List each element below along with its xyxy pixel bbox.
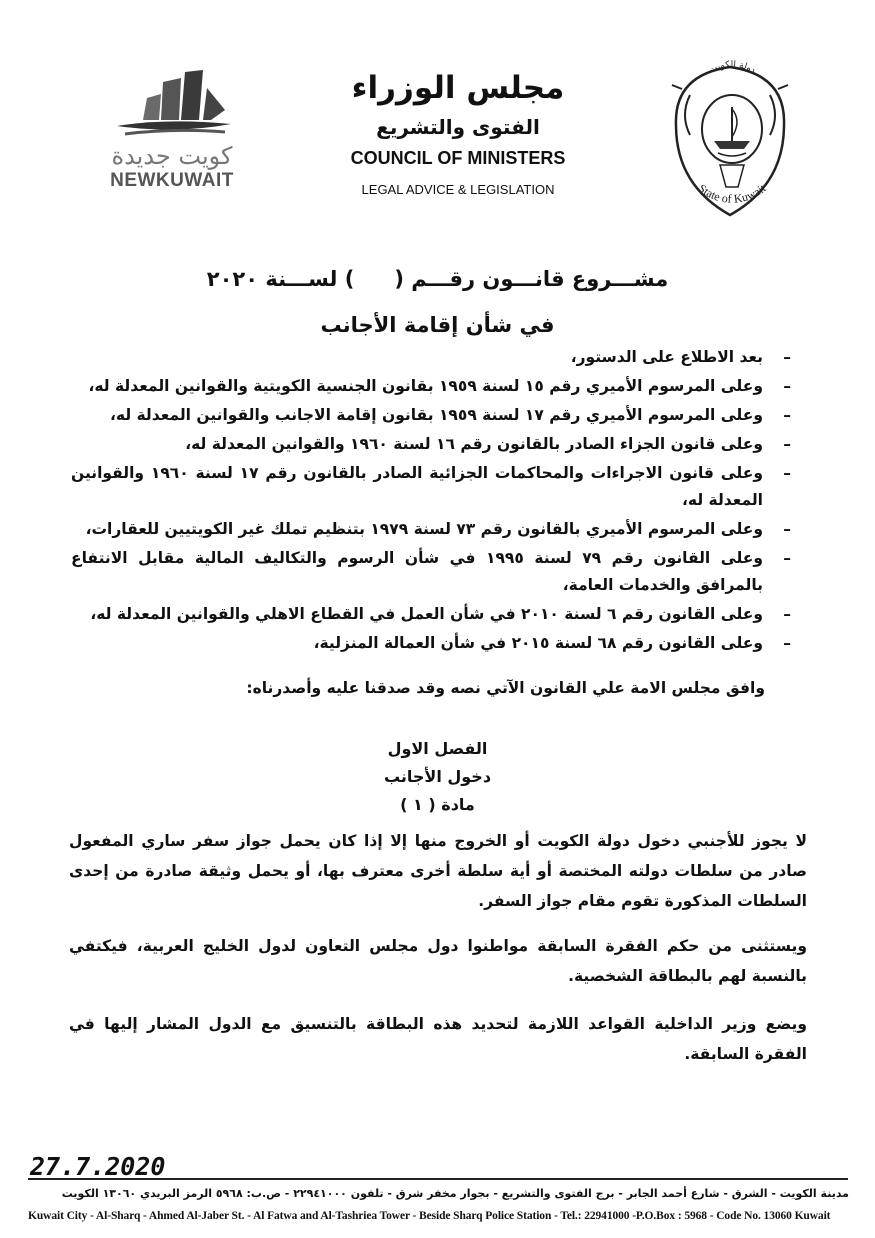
footer-address-arabic: مدينة الكويت - الشرق - شارع أحمد الجابر - برج الفتوى والتشريع - بجوار مخفر شرق - تلفون ٢٢٩٤١٠٠٠ - ص.ب: ٥٩٦٨ الرمز البريدي ١٣٠٦٠ الكويت: [61, 1187, 849, 1200]
bill-title-line-1: [0, 262, 875, 296]
recital-item: – وعلى قانون الجزاء الصادر بالقانون رقم ١٦ لسنة ١٩٦٠ والقوانين المعدلة له،: [71, 431, 791, 458]
recital-item: – وعلى المرسوم الأميري بالقانون رقم ٧٣ لسنة ١٩٧٩ بتنظيم تملك غير الكويتيين للعقارات،: [71, 516, 791, 543]
recital-item: – وعلى المرسوم الأميري رقم ١٥ لسنة ١٩٥٩ بقانون الجنسية الكويتية والقوانين المعدلة له،: [71, 373, 791, 400]
recitals-list: [71, 344, 791, 659]
svg-text:State of Kuwait: [696, 181, 769, 206]
svg-text:دولة الكويت: [707, 60, 757, 76]
recital-item: – وعلى القانون رقم ٦٨ لسنة ٢٠١٥ في شأن العمالة المنزلية،: [71, 630, 791, 657]
recital-item: – وعلى القانون رقم ٧٩ لسنة ١٩٩٥ في شأن الرسوم والتكاليف المالية مقابل الانتفاع بالمرافق والخدمات العامة،: [71, 545, 791, 599]
dhow-sail-icon: [107, 68, 237, 140]
chapter-heading: [0, 735, 875, 819]
chapter-title: الفصل الاول: [387, 739, 488, 758]
bill-title-year: ) لســـنة ٢٠٢٠: [206, 267, 355, 291]
council-title-english: COUNCIL OF MINISTERS: [350, 148, 566, 168]
kuwait-emblem-icon: [660, 55, 800, 230]
council-title-arabic: مجلس الوزراء: [351, 70, 565, 106]
department-title-arabic: الفتوى والتشريع: [376, 115, 540, 139]
footer-divider: [28, 1178, 848, 1180]
letterhead-title: [318, 68, 598, 200]
bill-title: [0, 262, 875, 342]
chapter-subtitle: دخول الأجانب: [383, 767, 492, 786]
bill-title-prefix: مشـــروع قانـــون رقـــم (: [394, 267, 669, 291]
emblem-english-text: State of Kuwait: [695, 181, 769, 206]
department-title-english: LEGAL ADVICE & LEGISLATION: [361, 182, 555, 197]
article-paragraph: ويضع وزير الداخلية القواعد اللازمة لتحديد هذه البطاقة بالتنسيق مع الدول المشار إليها في الفقرة السابقة.: [69, 1015, 807, 1063]
emblem-arabic-text: دولة الكويت: [707, 59, 757, 76]
logo-english-text: NEWKUWAIT: [110, 170, 234, 191]
recital-item: – وعلى القانون رقم ٦ لسنة ٢٠١٠ في شأن العمل في القطاع الاهلي والقوانين المعدلة له،: [71, 601, 791, 628]
bill-title-line-2: في شأن إقامة الأجانب: [320, 313, 555, 337]
approval-statement: وافق مجلس الامة علي القانون الآتي نصه وقد صدقنا عليه وأصدرناه:: [246, 679, 765, 697]
recital-item: – بعد الاطلاع على الدستور،: [71, 344, 791, 371]
recital-item: – وعلى قانون الاجراءات والمحاكمات الجزائية الصادر بالقانون رقم ١٧ لسنة ١٩٦٠ والقوانين المعدلة له،: [71, 460, 791, 514]
recital-item: – وعلى المرسوم الأميري رقم ١٧ لسنة ١٩٥٩ بقانون إقامة الاجانب والقوانين المعدلة له،: [71, 402, 791, 429]
article-number: مادة ( ١ ): [400, 795, 475, 814]
logo-arabic-text: كويت جديدة: [111, 142, 233, 170]
article-paragraph: ويستثنى من حكم الفقرة السابقة مواطنوا دول مجلس التعاون لدول الخليج العربية، فيكتفي بالنسبة لهم بالبطاقة الشخصية.: [69, 937, 807, 985]
handwritten-date: 27.7.2020: [30, 1152, 166, 1181]
new-kuwait-logo: [92, 68, 252, 192]
article-paragraph: لا يجوز للأجنبي دخول دولة الكويت أو الخروج منها إلا إذا كان يحمل جواز سفر ساري المفعول صادر من سلطات دولته المختصة أو أية سلطة أخرى معترف بها، أو يحمل وثيقة صادرة من إحدى السلطات المذكورة تقوم مقام جواز السفر.: [69, 832, 807, 910]
footer-address-english: Kuwait City - Al-Sharq - Ahmed Al-Jaber St. - Al Fatwa and Al-Tashriea Tower - Beside Sharq Police Station - Tel.: 22941000 -P.O.Box : 5968 - Code No. 13060 Kuwait: [28, 1210, 831, 1222]
